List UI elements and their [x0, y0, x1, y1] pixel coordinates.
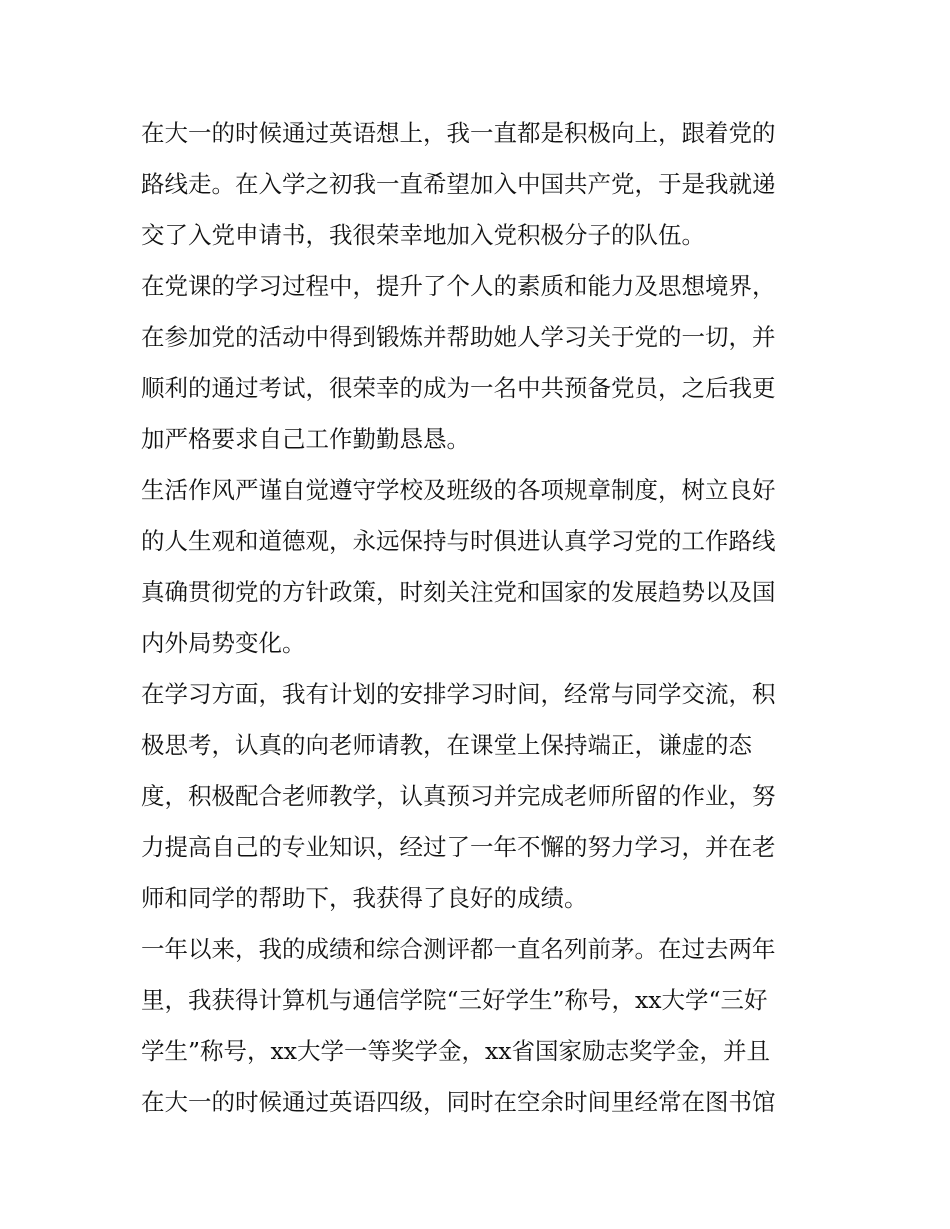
text-line: 生活作风严谨自觉遵守学校及班级的各项规章制度，树立良好: [141, 476, 776, 504]
text-line: 交了入党申请书，我很荣幸地加入党积极分子的队伍。: [141, 221, 705, 249]
text-line: 度，积极配合老师教学，认真预习并完成老师所留的作业，努: [141, 782, 776, 810]
paragraph-1: [141, 108, 821, 261]
paragraph-4: [141, 669, 821, 924]
text-line: 在大一的时候通过英语四级，同时在空余时间里经常在图书馆: [141, 1088, 776, 1116]
text-line: 加严格要求自己工作勤勤恳恳。: [141, 425, 470, 453]
text-line: 里，我获得计算机与通信学院“三好学生”称号，xx大学“三好: [141, 986, 768, 1014]
text-line: 在参加党的活动中得到锻炼并帮助她人学习关于党的一切，并: [141, 323, 776, 351]
document-body: [141, 108, 821, 1128]
text-line: 一年以来，我的成绩和综合测评都一直名列前茅。在过去两年: [141, 935, 776, 963]
text-line: 在大一的时候通过英语想上，我一直都是积极向上，跟着党的: [141, 119, 776, 147]
text-line: 在党课的学习过程中，提升了个人的素质和能力及思想境界，: [141, 272, 776, 300]
text-line: 学生”称号，xx大学一等奖学金，xx省国家励志奖学金，并且: [141, 1037, 771, 1065]
paragraph-5: [141, 924, 821, 1128]
text-line: 在学习方面，我有计划的安排学习时间，经常与同学交流，积: [141, 680, 776, 708]
text-line: 内外局势变化。: [141, 629, 306, 657]
text-line: 极思考，认真的向老师请教，在课堂上保持端正，谦虚的态: [141, 731, 752, 759]
text-line: 的人生观和道德观，永远保持与时俱进认真学习党的工作路线: [141, 527, 776, 555]
text-line: 力提高自己的专业知识，经过了一年不懈的努力学习，并在老: [141, 833, 776, 861]
text-line: 路线走。在入学之初我一直希望加入中国共产党，于是我就递: [141, 170, 776, 198]
paragraph-3: [141, 465, 821, 669]
text-line: 真确贯彻党的方针政策，时刻关注党和国家的发展趋势以及国: [141, 578, 776, 606]
paragraph-2: [141, 261, 821, 465]
text-line: 师和同学的帮助下，我获得了良好的成绩。: [141, 884, 588, 912]
text-line: 顺利的通过考试，很荣幸的成为一名中共预备党员，之后我更: [141, 374, 776, 402]
